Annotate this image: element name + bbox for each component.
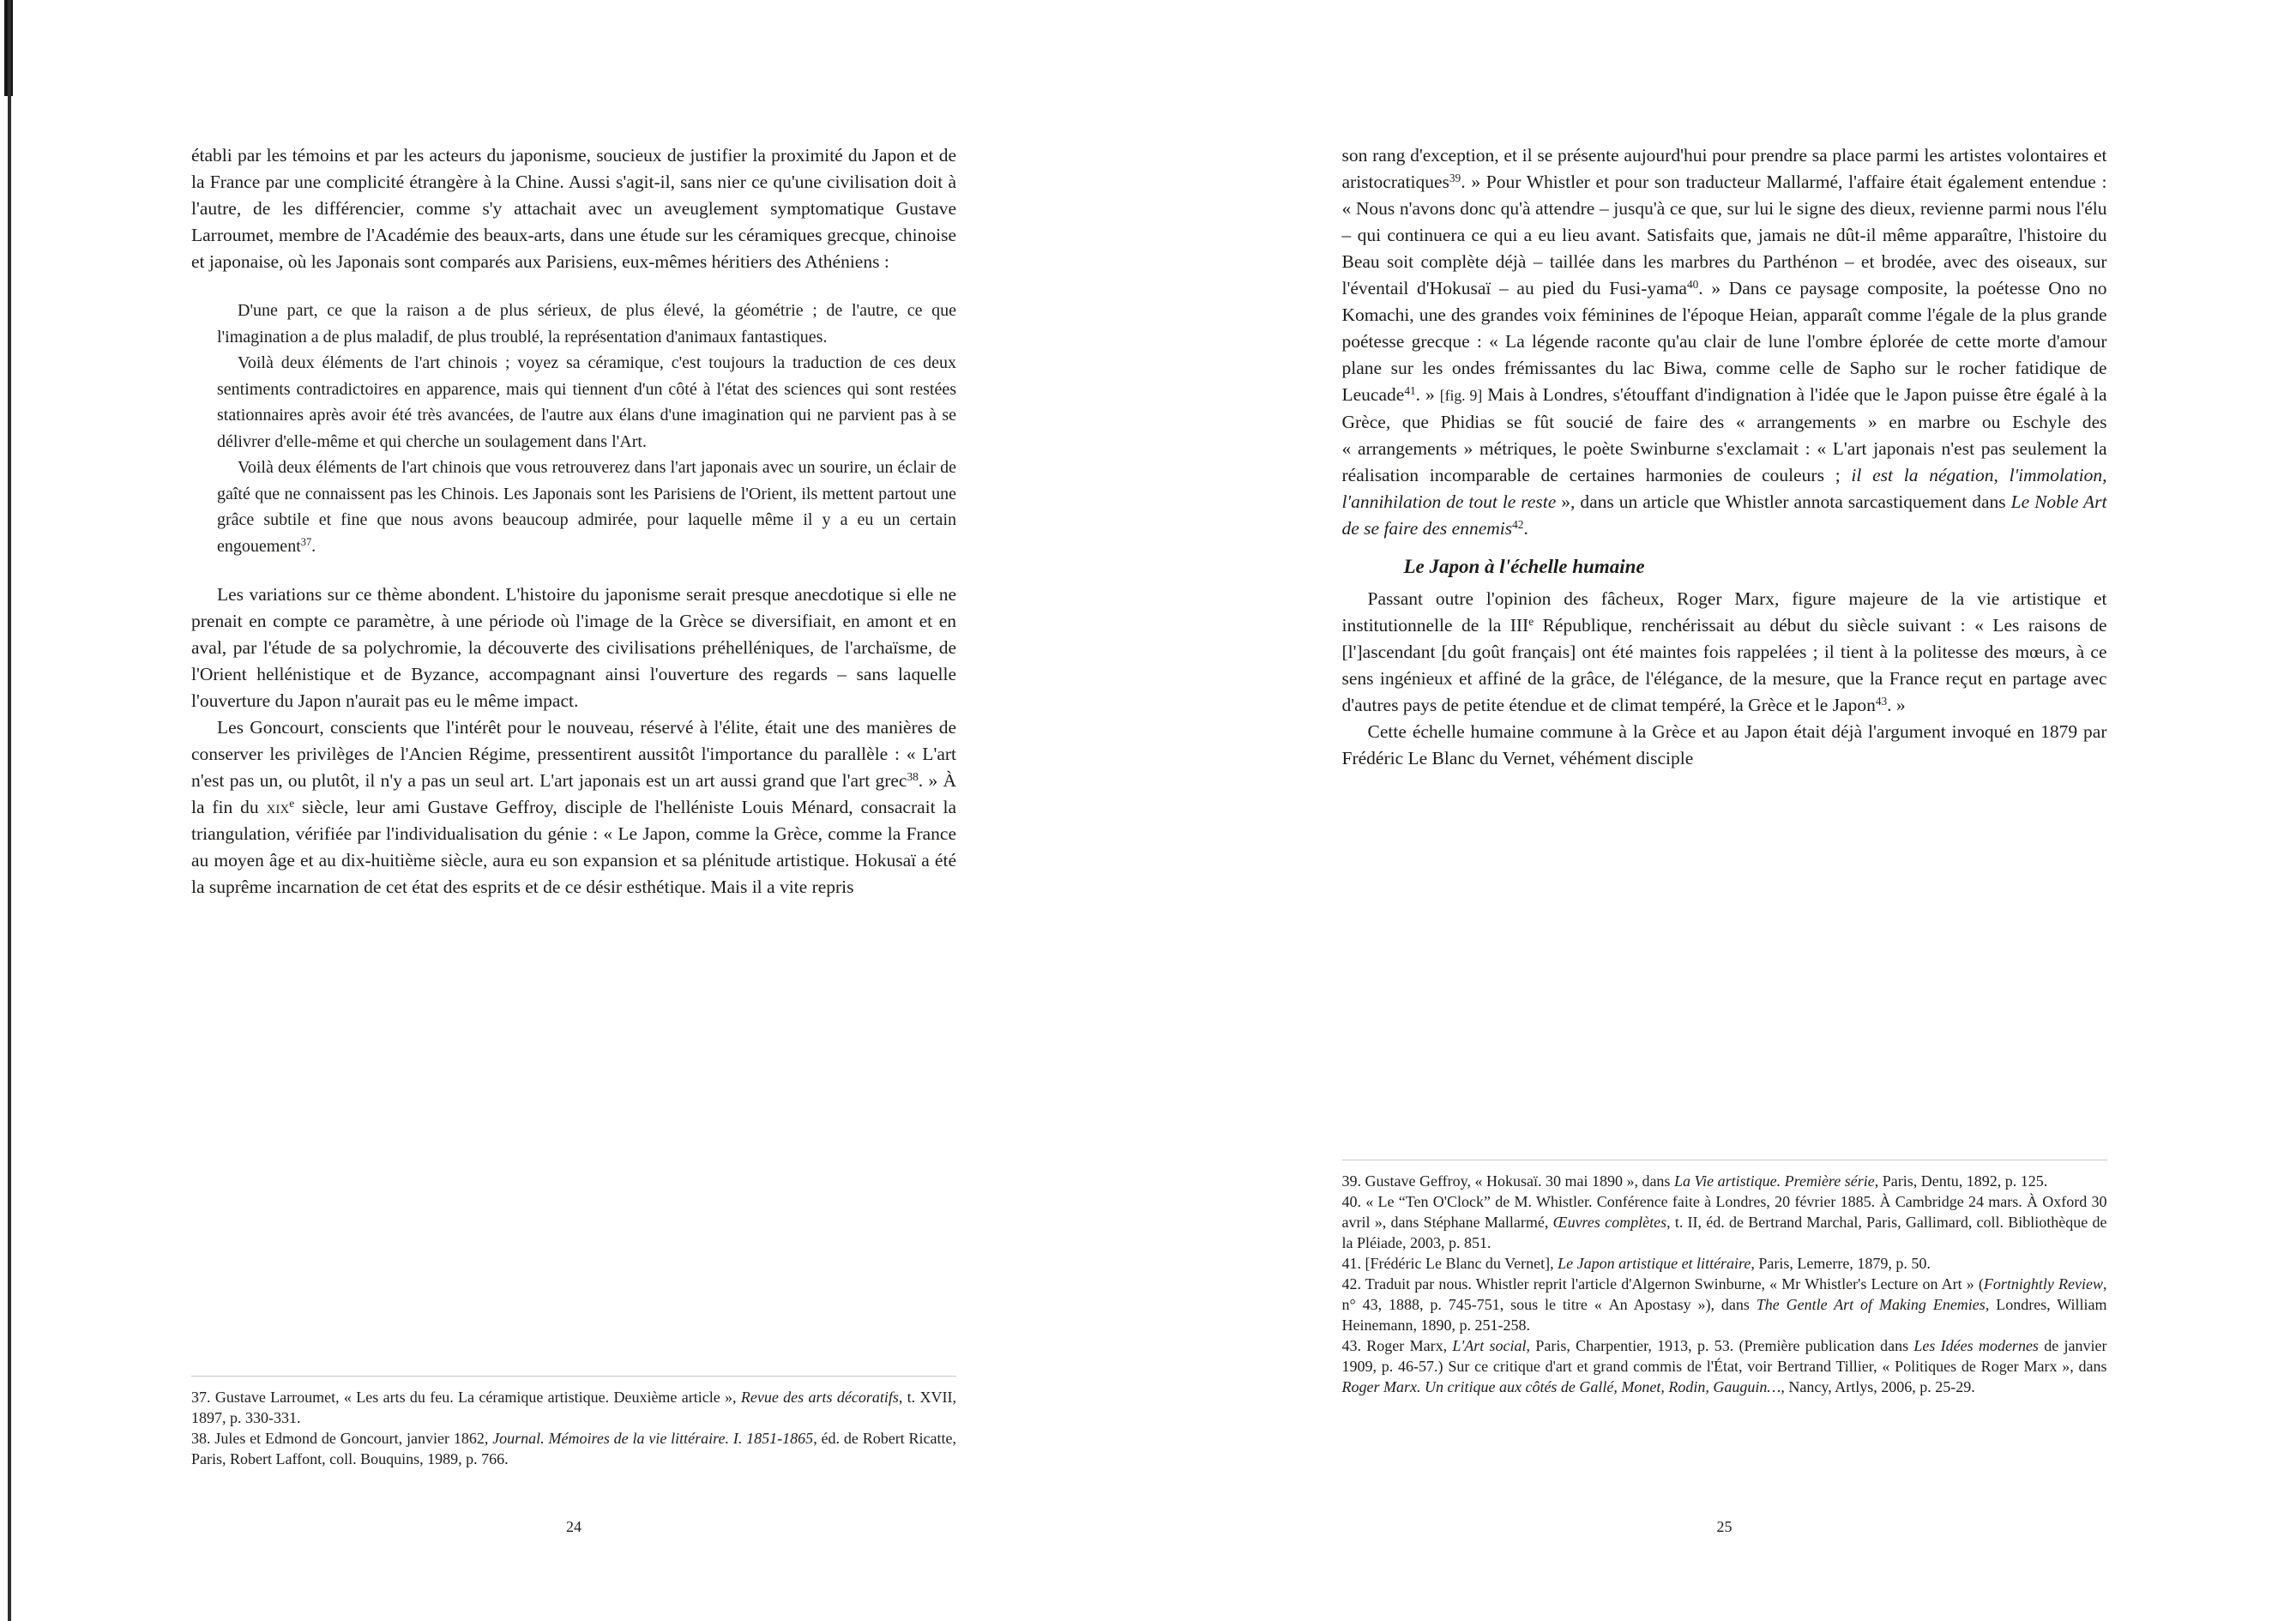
- footnote: 40. « Le “Ten O'Clock” de M. Whistler. Conférence faite à Londres, 20 février 1885. À Cambridge 24 mars. À Oxford 30 avril », dans Stéphane Mallarmé, Œuvres complètes, t. II, éd. de Bertrand Marchal, Paris, Gallimard, coll. Bibliothèque de la Pléiade, 2003, p. 851.: [1341, 1193, 2107, 1251]
- paragraph: Cette échelle humaine commune à la Grèce et au Japon était déjà l'argument invoqué en 1879 par Frédéric Le Blanc du Vernet, véhément disciple: [1341, 721, 2107, 768]
- page-number: 24: [566, 1518, 582, 1535]
- footnotes-page-25: [1342, 1160, 2107, 1397]
- paragraph: Les Goncourt, conscients que l'intérêt pour le nouveau, réservé à l'élite, était une des manières de conserver les privilèges de l'Ancien Régime, pressentirent aussitôt l'importance du parallèle : « L'art n'est pas un, ou plutôt, il n'y a pas un seul art. L'art japonais est un art aussi grand que l'art grec$^{38}$. » À la fin du xix$^e$ siècle, leur ami Gustave Geffroy, disciple de l'helléniste Louis Ménard, consacrait la triangulation, vérifiée par l'individualisation du génie : « Le Japon, comme la Grèce, comme la France au moyen âge et au dix-huitième siècle, aura eu son expansion et sa plénitude artistique. Hokusaï a été la suprême incarnation de cet état des esprits et de ce désir esthétique. Mais il a vite repris: [191, 717, 956, 897]
- page-number: 25: [1716, 1518, 1733, 1535]
- blockquote-paragraph: D'une part, ce que la raison a de plus sérieux, de plus élevé, la géométrie ; de l'autre, ce que l'imagination a de plus maladif, de plus troublé, la représentation d'animaux fantastiques.: [217, 301, 956, 346]
- footnote: 39. Gustave Geffroy, « Hokusaï. 30 mai 1890 », dans La Vie artistique. Première série, Paris, Dentu, 1892, p. 125.: [1341, 1172, 2048, 1190]
- footnote: 38. Jules et Edmond de Goncourt, janvier 1862, Journal. Mémoires de la vie littéraire. I. 1851-1865, éd. de Robert Ricatte, Paris, Robert Laffont, coll. Bouquins, 1989, p. 766.: [191, 1430, 957, 1467]
- footnote: 41. [Frédéric Le Blanc du Vernet], Le Japon artistique et littéraire, Paris, Lemerre, 1879, p. 50.: [1341, 1255, 1931, 1272]
- footnote: 43. Roger Marx, L'Art social, Paris, Charpentier, 1913, p. 53. (Première publication dans Les Idées modernes de janvier 1909, p. 46-57.) Sur ce critique d'art et grand commis de l'État, voir Bertrand Tillier, « Politiques de Roger Marx », dans Roger Marx. Un critique aux côtés de Gallé, Monet, Rodin, Gauguin…, Nancy, Artlys, 2006, p. 25-29.: [1341, 1337, 2107, 1395]
- paragraph: établi par les témoins et par les acteurs du japonisme, soucieux de justifier la proximité du Japon et de la France par une complicité étrangère à la Chine. Aussi s'agit-il, sans nier ce qu'une civilisation doit à l'autre, de les différencier, comme s'y attachait avec un aveuglement symptomatique Gustave Larroumet, membre de l'Académie des beaux-arts, dans une étude sur les céramiques grecque, chinoise et japonaise, où les Japonais sont comparés aux Parisiens, eux-mêmes héritiers des Athéniens :: [191, 145, 956, 272]
- blockquote-larroumet: [217, 298, 956, 559]
- blockquote-paragraph: Voilà deux éléments de l'art chinois que vous retrouverez dans l'art japonais avec un sourire, un éclair de gaîté que ne connaissent pas les Chinois. Les Japonais sont les Parisiens de l'Orient, ils mettent partout une grâce subtile et fine que nous avons beaucoup admirée, pour laquelle même il y a eu un certain engouement$^{37}$.: [217, 458, 956, 556]
- blockquote-paragraph: Voilà deux éléments de l'art chinois ; voyez sa céramique, c'est toujours la traduction de ces deux sentiments contradictoires en apparence, mais qui tiennent d'un côté à l'état des sciences qui sont restées stationnaires après avoir été très avancées, de l'autre aux élans d'une imagination qui ne parvient pas à se délivrer d'elle-même et qui cherche un soulagement dans l'Art.: [217, 353, 956, 451]
- paragraph: Passant outre l'opinion des fâcheux, Roger Marx, figure majeure de la vie artistique et institutionnelle de la IIIe République, renchérissait au début du siècle suivant : « Les raisons de [l']ascendant [du goût français] ont été maintes fois rappelées ; il tient à la politesse des mœurs, à ce sens ingénieux et affiné de la grâce, de l'élégance, de la mesure, que la France reçut en partage avec d'autres pays de petite étendue et de climat tempéré, la Grèce et le Japon$^{43}$. »: [1341, 588, 2107, 715]
- page-25: [1148, 0, 2296, 1621]
- paragraph: son rang d'exception, et il se présente aujourd'hui pour prendre sa place parmi les artistes volontaires et aristocratiques$^{39}$. » Pour Whistler et pour son traducteur Mallarmé, l'affaire était également entendue : « Nous n'avons donc qu'à attendre – jusqu'à ce que, sur lui le signe des dieux, revienne parmi nous l'élu – qui continuera ce qui a eu lieu avant. Satisfaits que, jamais ne dût-il même apparaître, l'histoire du Beau soit complète déjà – taillée dans les marbres du Parthénon – et brodée, avec des oiseaux, sur l'éventail d'Hokusaï – au pied du Fusi-yama$^{40}$. » Dans ce paysage composite, la poétesse Ono no Komachi, une des grandes voix féminines de l'époque Heian, apparaît comme l'égale de la plus grande poétesse grecque : « La légende raconte qu'au clair de lune l'ombre éplorée de cette morte d'amour plane sur les ondes frémissantes du lac Biwa, comme celle de Sapho sur le rocher fatidique de Leucade$^{41}$. » [fig. 9] Mais à Londres, s'étouffant d'indignation à l'idée que le Japon puisse être égalé à la Grèce, que Phidias se fût soucié de faire des « arrangements » en marbre ou Eschyle des « arrangements » métriques, le poète Swinburne s'exclamait : « L'art japonais n'est pas seulement la réalisation incomparable de certaines harmonies de couleurs ; il est la négation, l'immolation, l'annihilation de tout le reste », dans un article que Whistler annota sarcastiquement dans Le Noble Art de se faire des ennemis$^{42}$.: [1341, 145, 2107, 539]
- footnotes-page-24: [191, 1376, 956, 1469]
- section-heading: Le Japon à l'échelle humaine: [1403, 556, 1645, 577]
- paragraph: Les variations sur ce thème abondent. L'histoire du japonisme serait presque anecdotique si elle ne prenait en compte ce paramètre, à une période où l'image de la Grèce se diversifiait, en amont et en aval, par l'étude de sa polychromie, la découverte des civilisations préhelléniques, de l'archaïsme, de l'Orient hellénistique et de Byzance, accompagnant ainsi l'ouverture des regards – sans laquelle l'ouverture du Japon n'aurait pas eu le même impact.: [191, 584, 956, 711]
- page-24-text-column: [191, 142, 956, 901]
- footnote: 42. Traduit par nous. Whistler reprit l'article d'Algernon Swinburne, « Mr Whistler's Lecture on Art » (Fortnightly Review, n° 43, 1888, p. 745-751, sous le titre « An Apostasy »), dans The Gentle Art of Making Enemies, Londres, William Heinemann, 1890, p. 251-258.: [1341, 1275, 2107, 1334]
- page-25-text-column: [1342, 142, 2107, 772]
- footnote: 37. Gustave Larroumet, « Les arts du feu. La céramique artistique. Deuxième article », Revue des arts décoratifs, t. XVII, 1897, p. 330-331.: [191, 1389, 956, 1426]
